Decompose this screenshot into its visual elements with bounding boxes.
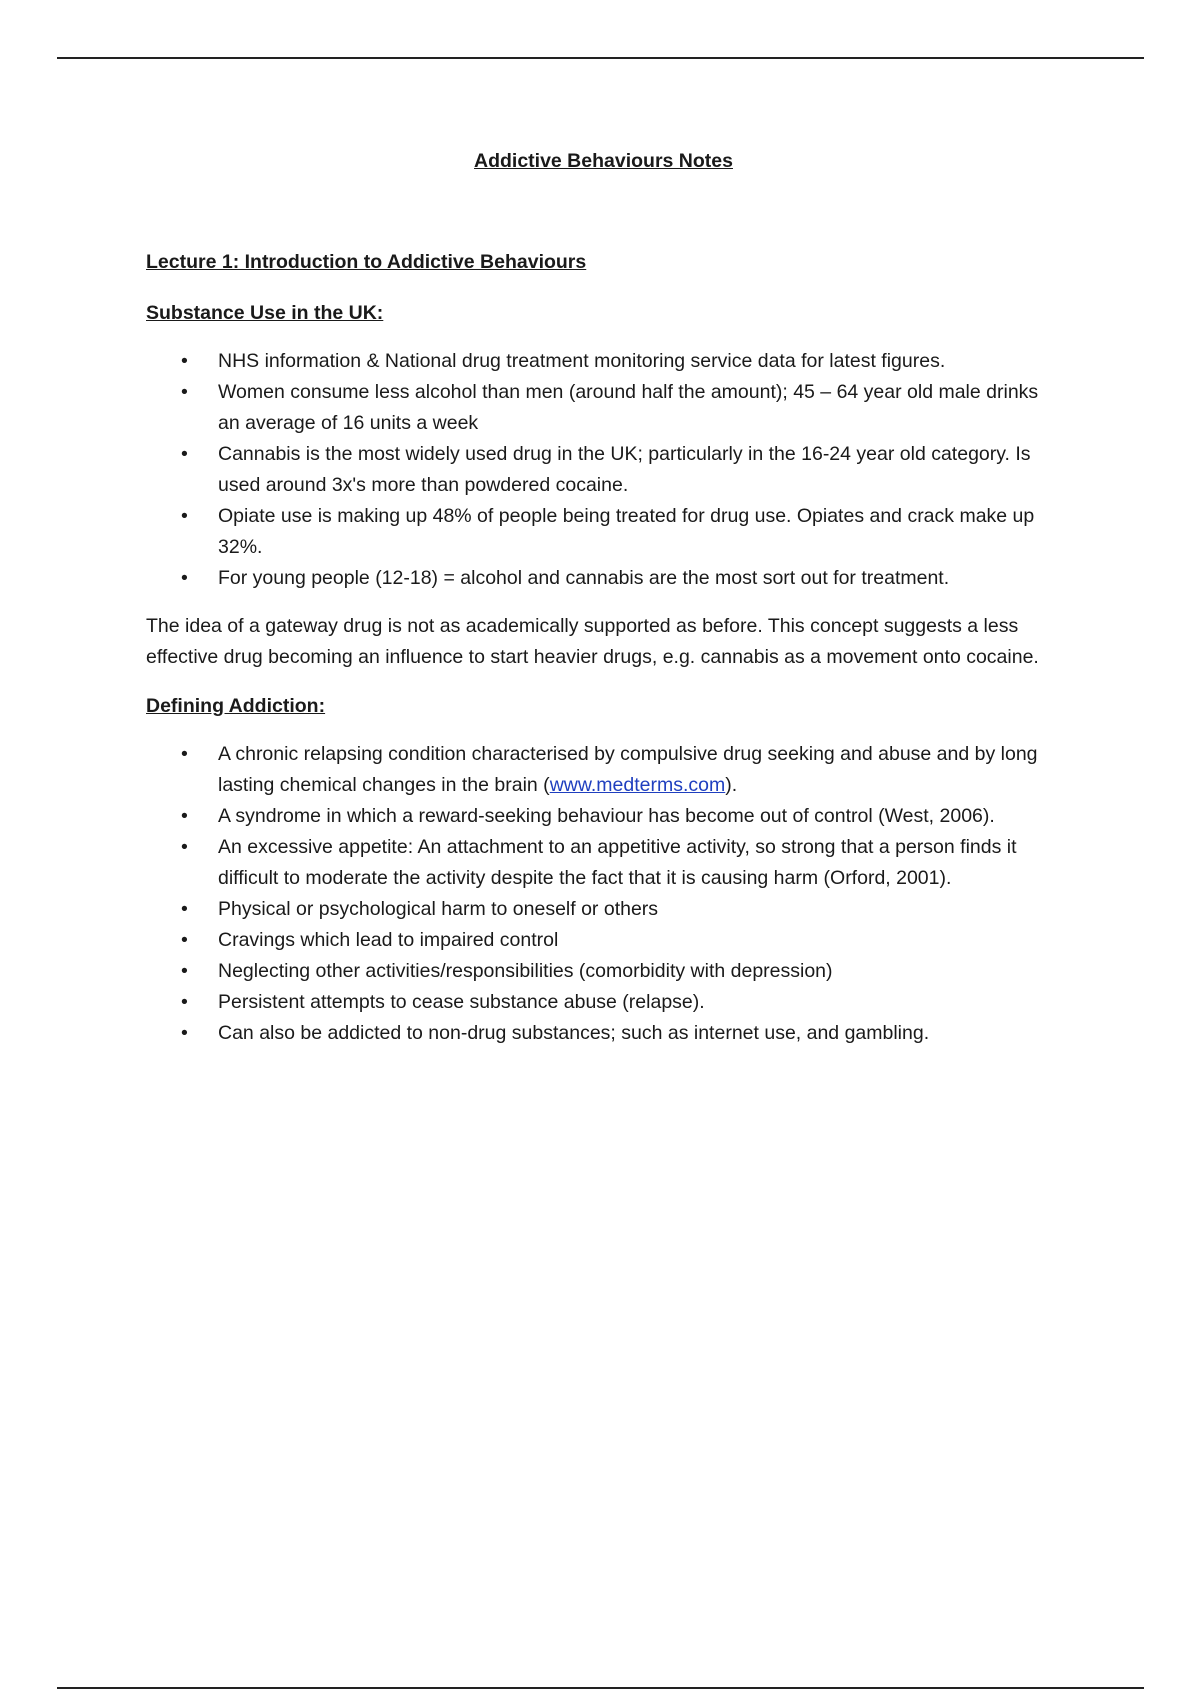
medterms-link[interactable]: www.medterms.com (549, 774, 726, 796)
list-item (146, 501, 1061, 563)
bullet-icon: • (181, 443, 188, 465)
list-item (146, 739, 1061, 801)
bullet-icon: • (181, 381, 188, 403)
section-heading-substance-use: Substance Use in the UK: (146, 302, 384, 324)
list-item-text: Persistent attempts to cease substance abuse (relapse). (218, 991, 705, 1013)
bullet-icon: • (181, 567, 188, 589)
page-top-rule (57, 57, 1144, 59)
list-item (146, 377, 1061, 439)
bullet-icon: • (181, 929, 188, 951)
page-bottom-rule (57, 1687, 1144, 1689)
lecture-heading: Lecture 1: Introduction to Addictive Behaviours (146, 251, 587, 273)
bullet-icon: • (181, 805, 188, 827)
gateway-drug-paragraph: The idea of a gateway drug is not as academically supported as before. This concept suggests a less effective drug becoming an influence to start heavier drugs, e.g. cannabis as a movement onto cocaine. (146, 615, 1039, 668)
bullet-icon: • (181, 898, 188, 920)
bullet-icon: • (181, 991, 188, 1013)
list-item (146, 956, 1061, 987)
section-heading-defining-addiction: Defining Addiction: (146, 695, 326, 717)
list-item (146, 987, 1061, 1018)
bullet-icon: • (181, 960, 188, 982)
list-item-text: Opiate use is making up 48% of people being treated for drug use. Opiates and crack make up 32%. (218, 505, 1035, 558)
list-item (146, 925, 1061, 956)
list-item (146, 801, 1061, 832)
list-item-text: Cravings which lead to impaired control (218, 929, 559, 951)
list-item (146, 346, 1061, 377)
list-item (146, 894, 1061, 925)
bullet-icon: • (181, 350, 188, 372)
document-body (146, 140, 1061, 1049)
list-item-text: NHS information & National drug treatment monitoring service data for latest figures. (218, 350, 946, 372)
substance-use-list (146, 346, 1061, 594)
bullet-icon: • (181, 743, 188, 765)
list-item-text: Can also be addicted to non-drug substances; such as internet use, and gambling. (218, 1022, 930, 1044)
list-item-text: Physical or psychological harm to oneself or others (218, 898, 659, 920)
list-item (146, 832, 1061, 894)
list-item-text: Cannabis is the most widely used drug in the UK; particularly in the 16-24 year old category. Is used around 3x's more than powdered cocaine. (218, 443, 1031, 496)
bullet-icon: • (181, 505, 188, 527)
list-item-text: Women consume less alcohol than men (around half the amount); 45 – 64 year old male drinks an average of 16 units a week (218, 381, 1039, 434)
list-item (146, 563, 1061, 594)
bullet-icon: • (181, 1022, 188, 1044)
document-title: Addictive Behaviours Notes (474, 150, 733, 172)
list-item-text: For young people (12-18) = alcohol and cannabis are the most sort out for treatment. (218, 567, 950, 589)
list-item-text: An excessive appetite: An attachment to an appetitive activity, so strong that a person finds it difficult to moderate the activity despite the fact that it is causing harm (Orford, 2001). (218, 836, 1017, 889)
list-item-text: Neglecting other activities/responsibilities (comorbidity with depression) (218, 960, 833, 982)
list-item-text-before-link: A chronic relapsing condition characterised by compulsive drug seeking and abuse and by long lasting chemical changes in the brain ( (218, 743, 1038, 796)
list-item-text-after-link: ). (725, 774, 738, 796)
defining-addiction-list (146, 739, 1061, 1049)
list-item-text: A syndrome in which a reward-seeking behaviour has become out of control (West, 2006). (218, 805, 995, 827)
list-item (146, 439, 1061, 501)
list-item (146, 1018, 1061, 1049)
bullet-icon: • (181, 836, 188, 858)
